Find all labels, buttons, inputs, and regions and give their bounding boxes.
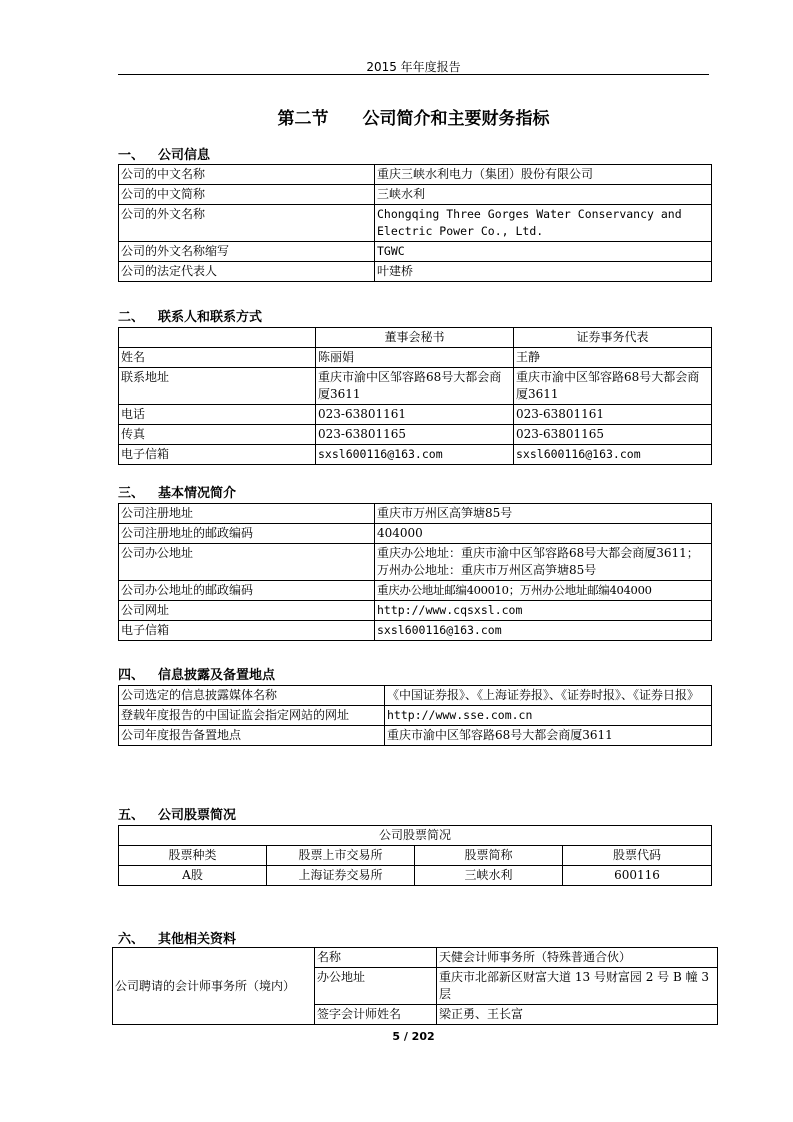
section-heading-num: 二、 [118,310,145,325]
row-label: 电子信箱 [119,445,316,465]
section-name: 公司简介和主要财务指标 [362,109,550,129]
report-header: 2015 年年度报告 [366,60,461,74]
stock-table-title: 公司股票简况 [119,826,712,846]
row-label: 公司网址 [119,601,375,621]
row-label: 名称 [315,948,437,968]
stock-code: 600116 [563,866,712,886]
table-row [119,368,712,405]
row-label: 公司年度报告备置地点 [119,726,385,746]
row-value: 重庆市渝中区邹容路68号大都会商厦3611 [385,726,712,746]
row-value: Chongqing Three Gorges Water Conservancy and Electric Power Co., Ltd. [375,205,712,242]
row-value: TGWC [375,242,712,262]
row-value: 重庆三峡水利电力（集团）股份有限公司 [375,165,712,185]
column-header: 董事会秘书 [316,328,514,348]
section-heading-num: 一、 [118,148,145,163]
section-heading-text: 其他相关资料 [158,932,237,947]
row-label: 公司的外文名称缩写 [119,242,375,262]
section-heading-text: 联系人和联系方式 [158,310,263,325]
table-title-row [119,826,712,846]
row-value: 天健会计师事务所（特殊普通合伙） [437,948,718,968]
table-row [119,524,712,544]
section-heading-num: 五、 [118,808,145,823]
column-header: 股票代码 [563,846,712,866]
basic-info-table [118,503,712,641]
section-heading-text: 公司信息 [158,148,211,163]
group-label: 公司聘请的会计师事务所（境内） [113,948,315,1025]
table-row [119,686,712,706]
row-label: 电话 [119,405,316,425]
section-heading-4 [118,664,275,683]
table-row [119,165,712,185]
table-row [119,504,712,524]
table-row [119,726,712,746]
page-number: 5 / 202 [392,1030,435,1043]
page-title [118,104,709,129]
row-label: 公司注册地址 [119,504,375,524]
section-number: 第二节 [277,109,329,129]
disclosure-table [118,685,712,746]
table-row [119,544,712,581]
table-row [119,445,712,465]
row-label: 姓名 [119,348,316,368]
table-row [119,621,712,641]
section-heading-text: 公司股票简况 [158,808,237,823]
representative-value: 重庆市渝中区邹容路68号大都会商厦3611 [514,368,712,405]
table-row [119,405,712,425]
section-heading-num: 四、 [118,668,145,683]
row-value: 重庆市万州区高笋塘85号 [375,504,712,524]
section-heading-text: 信息披露及备置地点 [158,668,276,683]
table-row [119,425,712,445]
row-value: 重庆办公地址：重庆市渝中区邹容路68号大都会商厦3611；万州办公地址：重庆市万州区高笋塘85号 [375,544,712,581]
row-value: 三峡水利 [375,185,712,205]
stock-table [118,825,712,886]
row-label: 电子信箱 [119,621,375,641]
table-row [113,948,718,968]
secretary-value: 023-63801161 [316,405,514,425]
section-heading-2 [118,306,262,325]
section-heading-5 [118,804,236,823]
row-value: 重庆办公地址邮编400010；万州办公地址邮编404000 [375,581,712,601]
table-row [119,581,712,601]
row-value: 叶建桥 [375,262,712,282]
table-row [119,601,712,621]
row-label: 公司办公地址的邮政编码 [119,581,375,601]
secretary-value: 重庆市渝中区邹容路68号大都会商厦3611 [316,368,514,405]
row-label: 公司注册地址的邮政编码 [119,524,375,544]
row-label: 联系地址 [119,368,316,405]
table-header-row [119,328,712,348]
empty-cell [119,328,316,348]
company-info-table [118,164,712,282]
row-value: 梁正勇、王长富 [437,1005,718,1025]
section-heading-num: 六、 [118,932,145,947]
secretary-value: 陈丽娟 [316,348,514,368]
stock-exchange: 上海证券交易所 [267,866,415,886]
stock-short-name: 三峡水利 [415,866,563,886]
row-label: 登载年度报告的中国证监会指定网站的网址 [119,706,385,726]
column-header: 股票上市交易所 [267,846,415,866]
stock-type: A股 [119,866,267,886]
secretary-value: sxsl600116@163.com [316,445,514,465]
header-rule [118,74,709,75]
table-header-row [119,846,712,866]
column-header: 股票简称 [415,846,563,866]
representative-value: sxsl600116@163.com [514,445,712,465]
secretary-value: 023-63801165 [316,425,514,445]
table-row [119,185,712,205]
column-header: 股票种类 [119,846,267,866]
section-heading-text: 基本情况简介 [158,486,237,501]
row-value: 《中国证券报》、《上海证券报》、《证券时报》、《证券日报》 [385,686,712,706]
table-row [119,866,712,886]
row-label: 公司的法定代表人 [119,262,375,282]
row-label: 签字会计师姓名 [315,1005,437,1025]
table-row [119,205,712,242]
row-label: 公司的外文名称 [119,205,375,242]
section-heading-num: 三、 [118,486,145,501]
row-value: 404000 [375,524,712,544]
table-row [119,348,712,368]
row-value: 重庆市北部新区财富大道 13 号财富园 2 号 B 幢 3 层 [437,968,718,1005]
row-label: 公司的中文名称 [119,165,375,185]
row-label: 公司办公地址 [119,544,375,581]
table-row [119,242,712,262]
contact-table [118,327,712,465]
table-row [119,706,712,726]
column-header: 证券事务代表 [514,328,712,348]
row-value: http://www.sse.com.cn [385,706,712,726]
section-heading-6 [118,928,236,947]
row-label: 传真 [119,425,316,445]
accounting-firm-table [112,947,718,1025]
row-label: 办公地址 [315,968,437,1005]
representative-value: 023-63801165 [514,425,712,445]
section-heading-3 [118,482,236,501]
row-value: http://www.cqsxsl.com [375,601,712,621]
representative-value: 王静 [514,348,712,368]
row-label: 公司选定的信息披露媒体名称 [119,686,385,706]
representative-value: 023-63801161 [514,405,712,425]
row-label: 公司的中文简称 [119,185,375,205]
row-value: sxsl600116@163.com [375,621,712,641]
table-row [119,262,712,282]
section-heading-1 [118,144,210,163]
